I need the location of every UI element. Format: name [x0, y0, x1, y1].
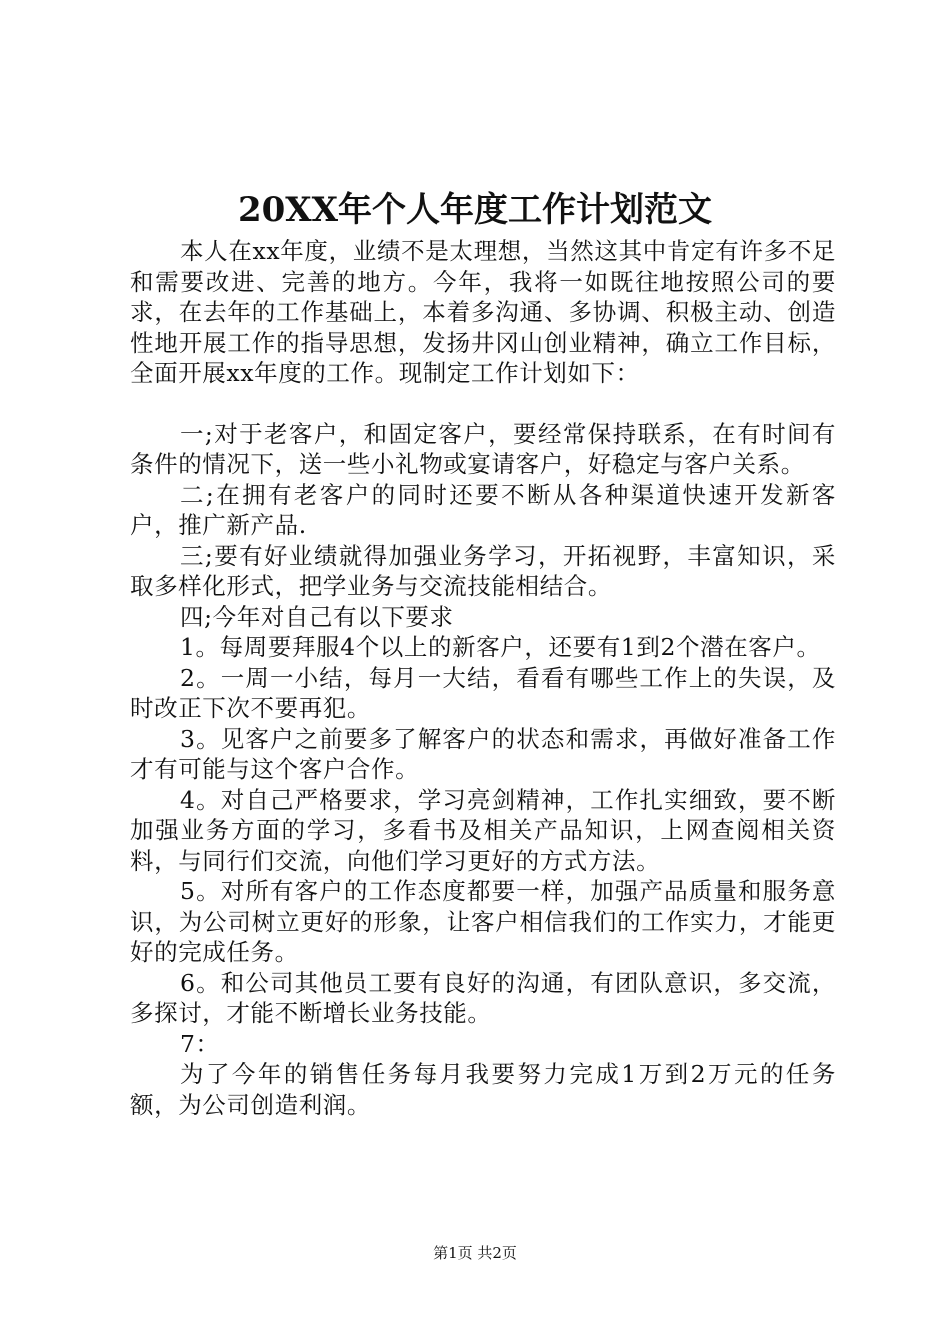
requirement-1: 1。每周要拜服4个以上的新客户，还要有1到2个潜在客户。	[180, 633, 821, 661]
plan-item-1: 一;对于老客户，和固定客户，要经常保持联系，在有时间有条件的情况下，送一些小礼物或宴请客户，好稳定与客户关系。	[130, 419, 836, 478]
requirement-4: 4。对自己严格要求，学习亮剑精神，工作扎实细致，要不断加强业务方面的学习，多看书及相关产品知识，上网查阅相关资料，与同行们交流，向他们学习更好的方式方法。	[130, 785, 836, 875]
plan-item-4: 四;今年对自己有以下要求	[180, 602, 454, 631]
requirement-7-text: 为了今年的销售任务每月我要努力完成1万到2万元的任务额，为公司创造利润。	[130, 1060, 836, 1119]
requirement-6: 6。和公司其他员工要有良好的沟通，有团队意识，多交流，多探讨，才能不断增长业务技能。	[130, 968, 836, 1027]
paragraph-spacer	[130, 389, 836, 419]
page-number-footer: 第1页 共2页	[433, 1244, 517, 1262]
intro-paragraph: 本人在xx年度，业绩不是太理想，当然这其中肯定有许多不足和需要改进、完善的地方。今年，我将一如既往地按照公司的要求，在去年的工作基础上，本着多沟通、多协调、积极主动、创造性地开展工作的指导思想，发扬井冈山创业精神，确立工作目标，全面开展xx年度的工作。现制定工作计划如下：	[130, 237, 836, 387]
document-title: 20XX年个人年度工作计划范文	[237, 190, 713, 230]
requirement-7-label: 7：	[180, 1029, 220, 1058]
plan-item-3: 三;要有好业绩就得加强业务学习，开拓视野，丰富知识，采取多样化形式，把学业务与交流技能相结合。	[130, 541, 836, 600]
requirement-2: 2。一周一小结，每月一大结，看看有哪些工作上的失误，及时改正下次不要再犯。	[130, 663, 836, 722]
plan-item-2: 二;在拥有老客户的同时还要不断从各种渠道快速开发新客户，推广新产品.	[130, 480, 836, 539]
requirement-3: 3。见客户之前要多了解客户的状态和需求，再做好准备工作才有可能与这个客户合作。	[130, 724, 836, 783]
document-body	[130, 236, 836, 1120]
requirement-5: 5。对所有客户的工作态度都要一样，加强产品质量和服务意识，为公司树立更好的形象，让客户相信我们的工作实力，才能更好的完成任务。	[130, 877, 836, 966]
